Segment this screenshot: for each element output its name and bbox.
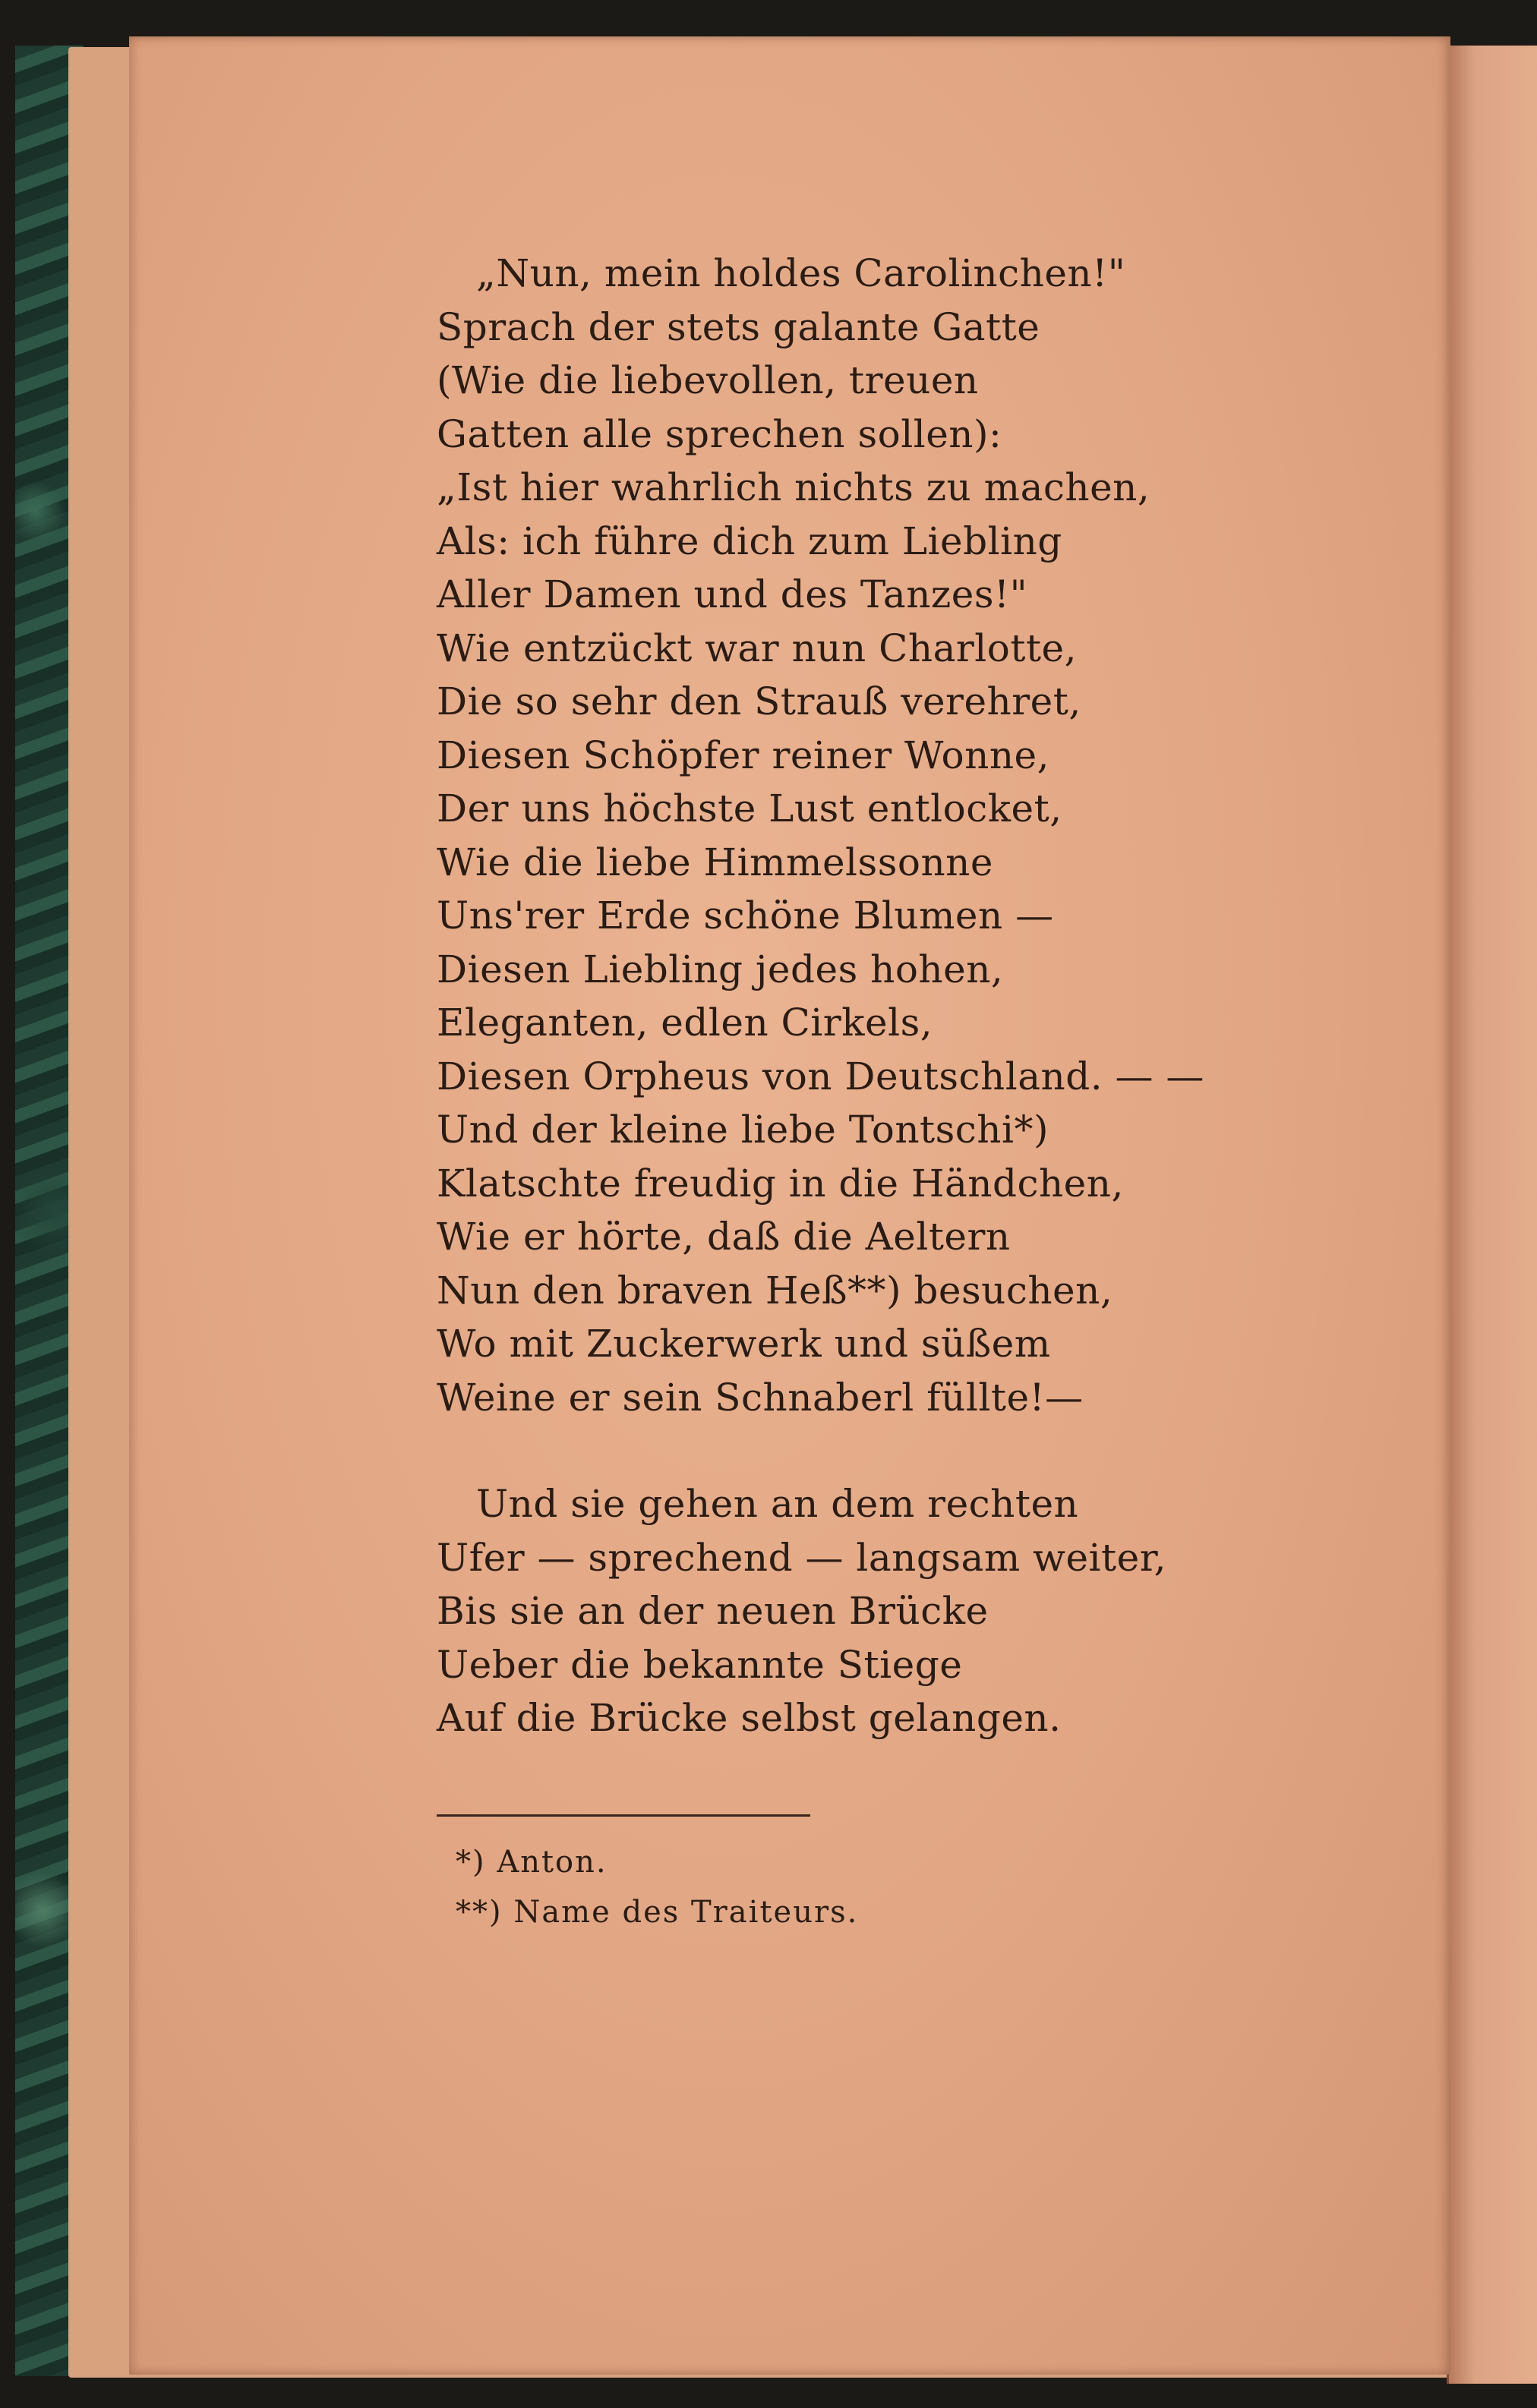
- poem-line: Wie die liebe Himmelssonne: [437, 840, 993, 884]
- footnote: *) Anton.: [456, 1845, 608, 1880]
- stanza-gap: [437, 1424, 1348, 1477]
- footnotes: [456, 1837, 858, 1937]
- poem-line: Die so sehr den Strauß verehret,: [437, 679, 1081, 723]
- footnote-divider: [437, 1814, 810, 1817]
- poem-line: Gatten alle sprechen sollen):: [437, 411, 1002, 456]
- poem-line: Aller Damen und des Tanzes!": [437, 572, 1028, 616]
- facing-page-edge: [1447, 46, 1537, 2384]
- poem-line: Uns'rer Erde schöne Blumen —: [437, 894, 1054, 938]
- poem-line: Weine er sein Schnaberl füllte!—: [437, 1375, 1084, 1420]
- poem-line: Auf die Brücke selbst gelangen.: [437, 1696, 1062, 1740]
- poem-line: Diesen Liebling jedes hohen,: [437, 947, 1004, 991]
- poem-line: Wie er hörte, daß die Aeltern: [437, 1215, 1011, 1259]
- poem-line: Und der kleine liebe Tontschi*): [437, 1108, 1049, 1152]
- poem-line: Ufer — sprechend — langsam weiter,: [437, 1535, 1167, 1580]
- poem-text: [437, 247, 1348, 1745]
- poem-line: Sprach der stets galante Gatte: [437, 304, 1040, 349]
- poem-line: Eleganten, edlen Cirkels,: [437, 1001, 933, 1045]
- poem-line: Der uns höchste Lust entlocket,: [437, 786, 1062, 831]
- poem-line: Klatschte freudig in die Händchen,: [437, 1161, 1124, 1206]
- poem-line: Bis sie an der neuen Brücke: [437, 1589, 989, 1633]
- poem-line: „Ist hier wahrlich nichts zu machen,: [437, 465, 1150, 509]
- poem-line: Und sie gehen an dem rechten: [476, 1482, 1079, 1526]
- poem-line: Nun den braven Heß**) besuchen,: [437, 1268, 1113, 1313]
- poem-line: (Wie die liebevollen, treuen: [437, 358, 979, 402]
- poem-line: „Nun, mein holdes Carolinchen!": [476, 251, 1126, 295]
- poem-line: Ueber die bekannte Stiege: [437, 1642, 963, 1687]
- poem-line: Als: ich führe dich zum Liebling: [437, 518, 1062, 563]
- poem-line: Diesen Schöpfer reiner Wonne,: [437, 733, 1050, 777]
- poem-line: Wo mit Zuckerwerk und süßem: [437, 1322, 1051, 1366]
- poem-line: Diesen Orpheus von Deutschland. — —: [437, 1054, 1204, 1098]
- poem-line: Wie entzückt war nun Charlotte,: [437, 626, 1078, 670]
- footnote: **) Name des Traiteurs.: [456, 1895, 859, 1930]
